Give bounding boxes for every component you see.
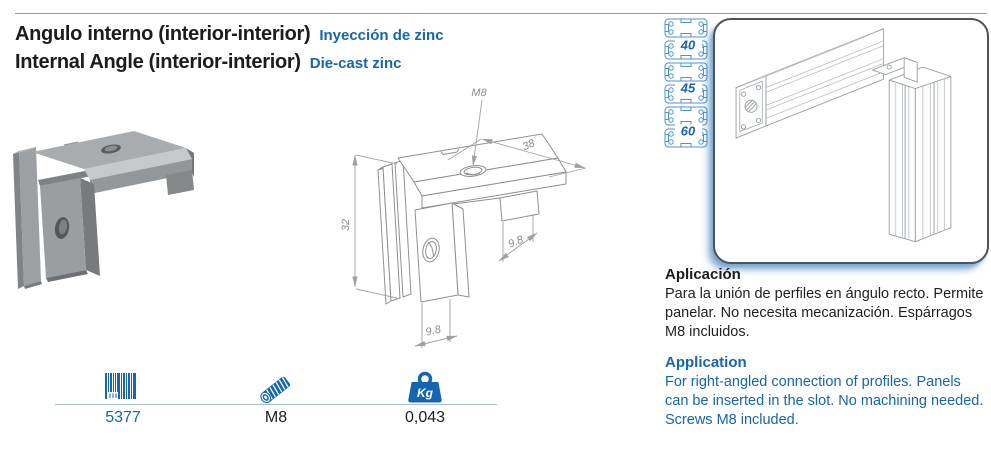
- dim-thread: M8: [471, 87, 487, 99]
- application-body-es-line: Para la unión de perfiles en ángulo recto. Permite: [665, 286, 984, 302]
- dim-tab-right: 9.8: [506, 233, 526, 251]
- product-title-row-en: [15, 51, 401, 74]
- spec-thread-value: M8: [264, 409, 288, 426]
- spec-separator: [55, 404, 497, 405]
- application-body-en-line: can be inserted in the slot. No machining needed.: [665, 393, 984, 409]
- dim-length: 38: [520, 137, 537, 154]
- dim-tab-bottom: 9.8: [424, 323, 443, 339]
- application-body-es-line: M8 incluidos.: [665, 324, 750, 340]
- spec-reference-value: 5377: [105, 409, 141, 426]
- weight-icon: [407, 369, 443, 405]
- application-body-en-line: Screws M8 included.: [665, 412, 799, 428]
- application-heading-en: Application: [665, 354, 747, 371]
- screw-icon: [254, 369, 298, 409]
- top-rule: [15, 13, 987, 14]
- product-title-en: Internal Angle (interior-interior): [15, 51, 301, 73]
- profile-panel: [713, 18, 989, 264]
- profile-size-strip: [659, 18, 713, 151]
- material-label-es: Inyección de zinc: [319, 27, 444, 44]
- technical-drawing: [330, 75, 660, 360]
- dim-height: 32: [340, 218, 352, 232]
- application-block: [665, 266, 991, 430]
- profile-size-45: 45: [680, 80, 696, 96]
- application-heading-es: Aplicación: [665, 266, 741, 283]
- product-render: [8, 118, 218, 303]
- application-body-es-line: panelar. No necesita mecanización. Espárragos: [665, 305, 973, 321]
- spec-weight-value: 0,043: [404, 409, 446, 426]
- kg-badge-label: Kg: [417, 386, 433, 400]
- material-label-en: Die-cast zinc: [309, 55, 402, 72]
- product-title-es: Angulo interno (interior-interior): [15, 23, 311, 45]
- profile-illustration: [721, 26, 979, 252]
- product-title-row-es: [15, 23, 444, 46]
- profile-size-40: 40: [680, 37, 696, 53]
- application-body-en-line: For right-angled connection of profiles. Panels: [665, 374, 961, 390]
- profile-size-60: 60: [680, 123, 696, 139]
- barcode-icon: [105, 373, 141, 402]
